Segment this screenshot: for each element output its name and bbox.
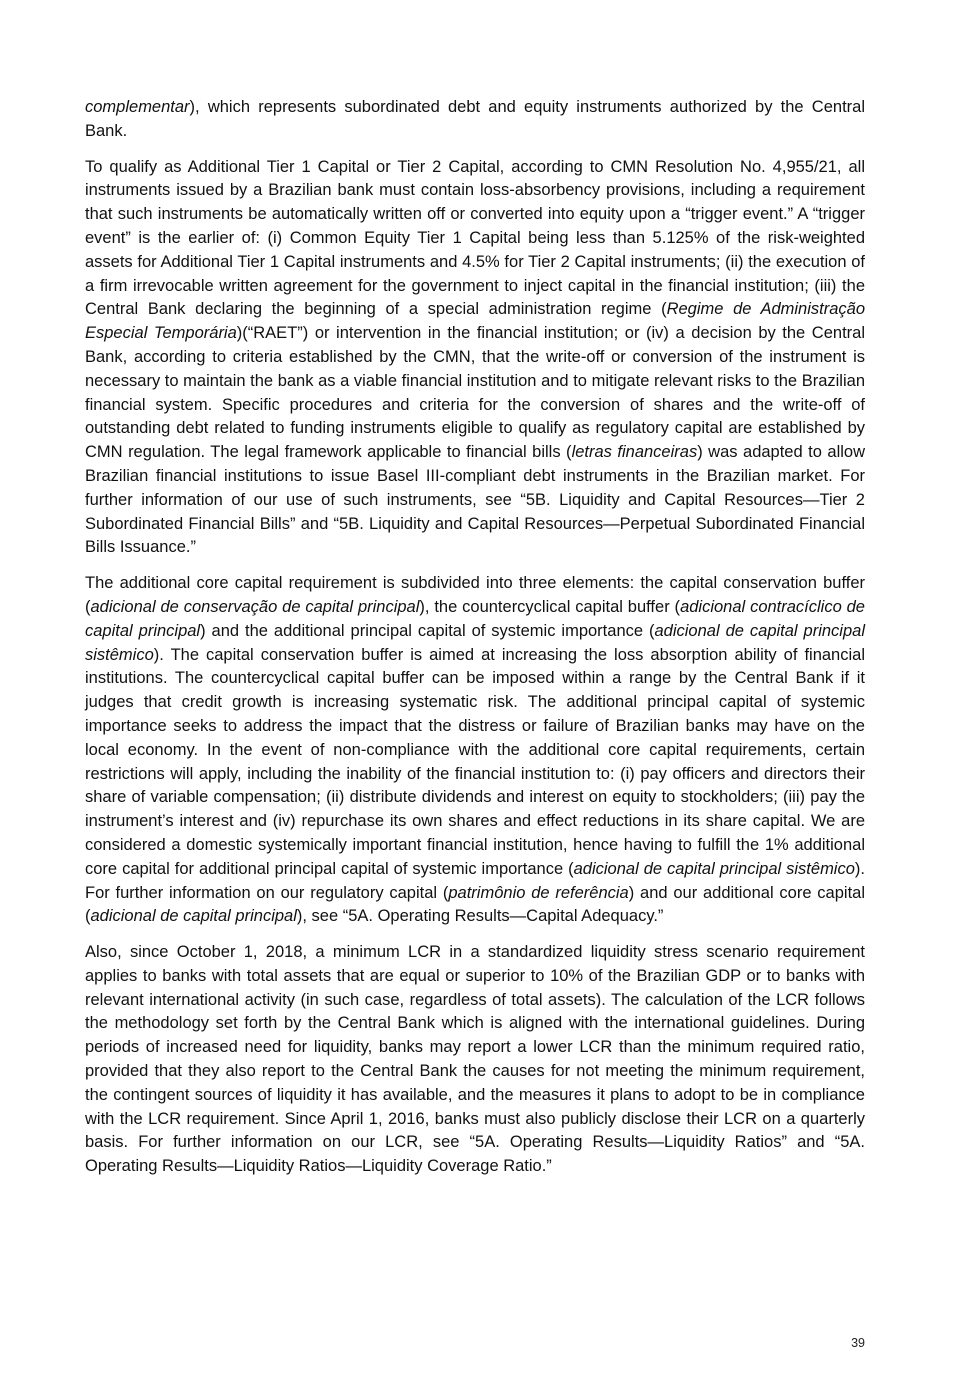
text-segment: ) was adapted to allow Brazilian financial institutions to issue Basel III-compliant debt instruments in the Brazilian market. For further information of our use of such instruments, see “5B. Liquidity and Capital Resources—Tier 2 Subordinated Financial Bills” and “5B. Liquidity and Capital Resources—Perpetual Subordinated Financial Bills Issuance.” [85, 443, 865, 557]
text-segment: Regime de Administração Especial Temporária [85, 300, 866, 343]
text-segment: letras financeiras [571, 443, 698, 462]
text-segment: adicional de conservação de capital principal [90, 597, 420, 616]
text-segment: ). For further information on our regulatory capital ( [85, 859, 865, 902]
text-segment: adicional de capital principal sistêmico [85, 621, 865, 664]
paragraph-3 [85, 572, 865, 929]
text-segment: ) and the additional principal capital of systemic importance ( [200, 621, 655, 640]
text-segment: ), see “5A. Operating Results—Capital Adequacy.” [296, 907, 664, 926]
text-segment: adicional contracíclico de capital principal [85, 597, 865, 640]
text-segment: adicional de capital principal sistêmico [573, 859, 855, 878]
text-segment: ), the countercyclical capital buffer ( [419, 597, 681, 616]
text-segment: complementar [85, 98, 190, 116]
paragraph-4 [85, 941, 865, 1179]
text-segment: The additional core capital requirement is subdivided into three elements: the capital conservation buffer ( [85, 574, 865, 616]
text-segment: Also, since October 1, 2018, a minimum LCR in a standardized liquidity stress scenario requirement applies to banks with total assets that are equal or superior to 10% of the Brazilian GDP or to banks with relevant international activity (in such case, regardless of total assets). The calculation of the LCR follows the methodology set forth by the Central Bank which is aligned with the international guidelines. During periods of increased need for liquidity, banks may report a lower LCR than the minimum required ratio, provided that they also report to the Central Bank the causes for not meeting the minimum requirement, the contingent sources of liquidity it has available, and the measures it plans to adopt to be in compliance with the LCR requirement. Since April 1, 2016, banks must also publicly disclose their LCR on a quarterly basis. For further information on our LCR, see “5A. Operating Results—Liquidity Ratios” and “5A. Operating Results—Liquidity Ratios—Liquidity Coverage Ratio.” [85, 943, 865, 1176]
page-number: 39 [851, 1336, 865, 1350]
text-segment: To qualify as Additional Tier 1 Capital or Tier 2 Capital, according to CMN Resolution No. 4,955/21, all instruments issued by a Brazilian bank must contain loss-absorbency provisions, including a requirement that such instruments be automatically written off or converted into equity upon a “trigger event.” A “trigger event” is the earlier of: (i) Common Equity Tier 1 Capital being less than 5.125% of the risk-weighted assets for Additional Tier 1 Capital instruments and 4.5% for Tier 2 Capital instruments; (ii) the execution of a firm irrevocable written agreement for the government to inject capital in the financial institution; (iii) the Central Bank declaring the beginning of a special administration regime ( [85, 157, 865, 319]
text-segment: adicional de capital principal [90, 907, 297, 926]
paragraph-1 [85, 96, 865, 144]
paragraph-2 [85, 156, 865, 561]
text-segment: ) and our additional core capital ( [85, 883, 865, 926]
text-segment: patrimônio de referência [448, 883, 629, 902]
text-segment: ). The capital conservation buffer is aimed at increasing the loss absorption ability of financial institutions. The countercyclical capital buffer can be imposed within a range by the Central Bank if it judges that credit growth is increasing systematic risk. The additional principal capital of systemic importance seeks to address the impact that the distress or failure of Brazilian banks may have on the local economy. In the event of non-compliance with the additional core capital requirements, certain restrictions will apply, including the inability of the financial institution to: (i) pay officers and directors their share of variable compensation; (ii) distribute dividends and interest on equity to stockholders; (iii) pay the instrument’s interest and (iv) repurchase its own shares and effect reductions in its share capital. We are considered a domestic systemically important financial institution, hence having to fulfill the 1% additional core capital for additional principal capital of systemic importance ( [85, 645, 865, 878]
page-content [85, 96, 865, 1191]
text-segment: )(“RAET”) or intervention in the financial institution; or (iv) a decision by the Central Bank, according to criteria established by the CMN, that the write-off or conversion of the instrument is necessary to maintain the bank as a viable financial institution and to mitigate relevant risks to the Brazilian financial system. Specific procedures and criteria for the conversion of shares and the write-off of outstanding debt related to funding instruments eligible to qualify as regulatory capital are established by CMN regulation. The legal framework applicable to financial bills ( [85, 324, 865, 462]
text-segment: ), which represents subordinated debt and equity instruments authorized by the Central Bank. [85, 98, 865, 140]
